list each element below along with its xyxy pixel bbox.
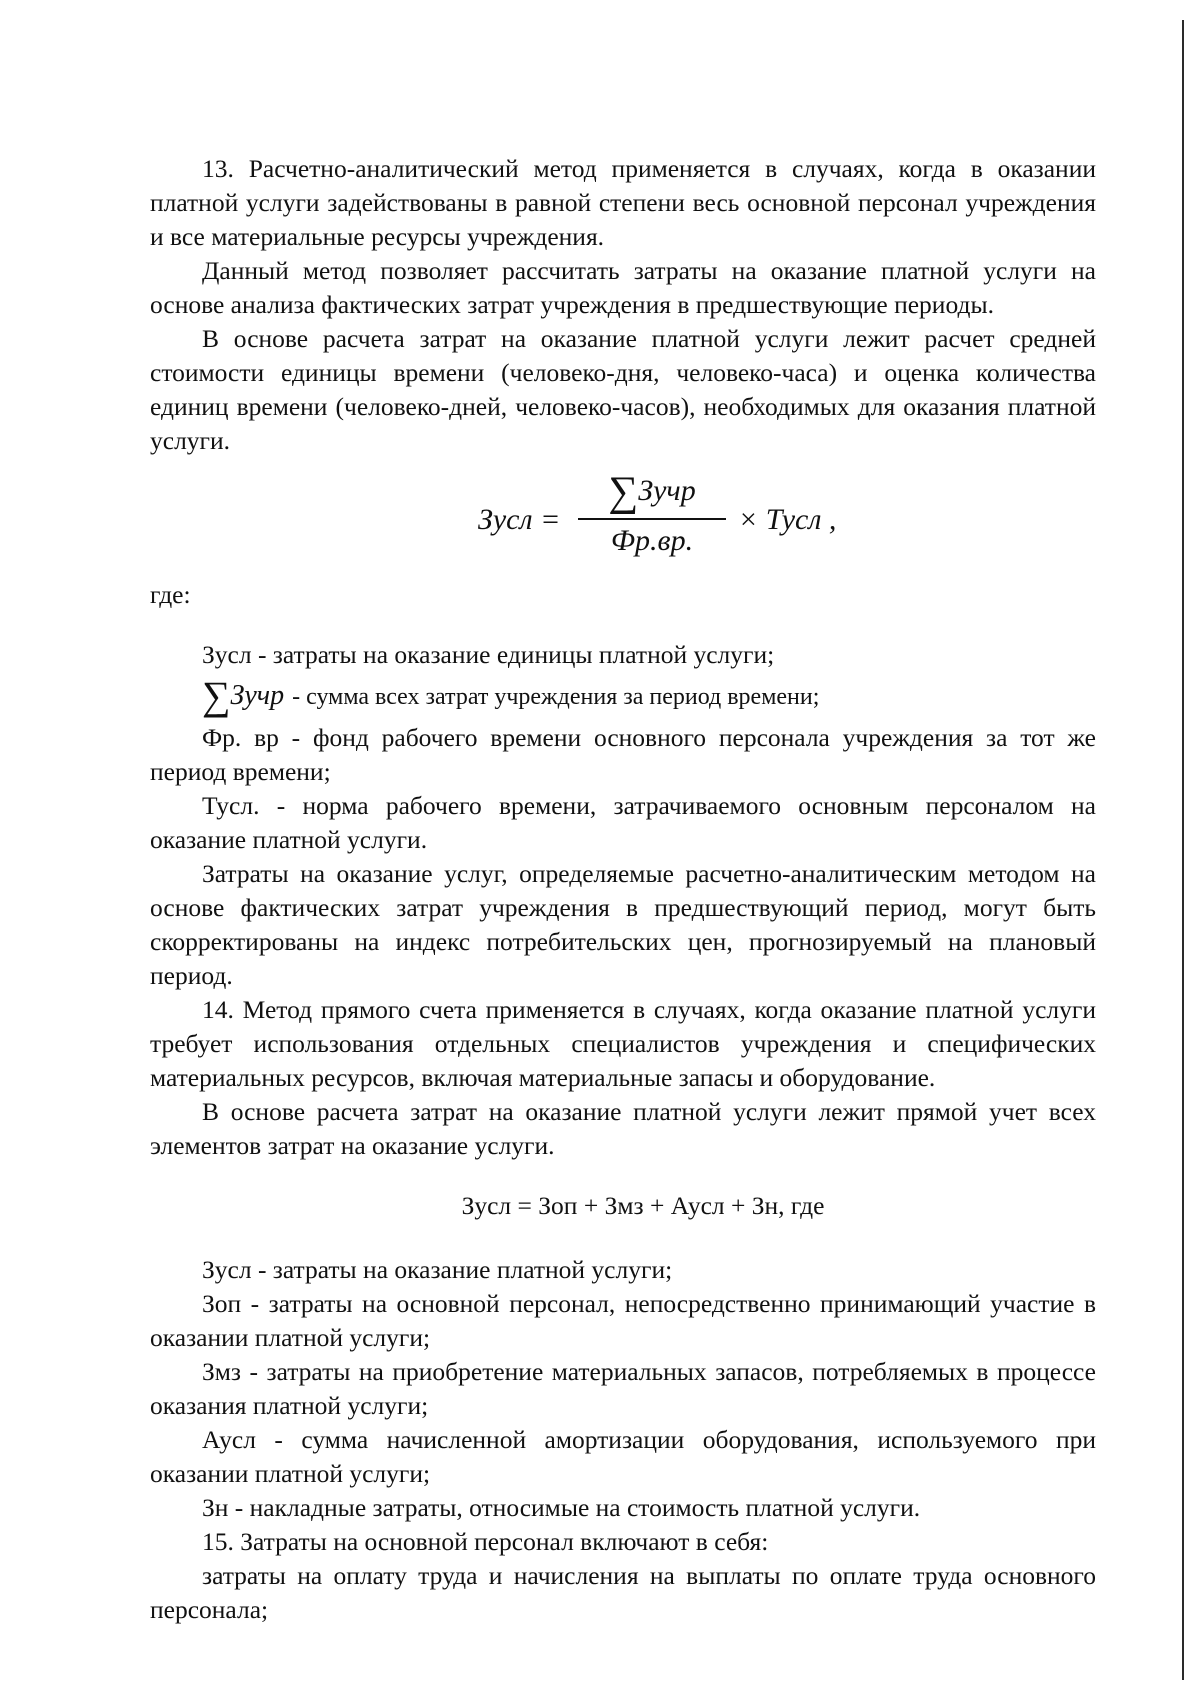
formula1-rhs: × Тусл ,	[738, 503, 837, 536]
formula1-fraction	[572, 466, 732, 562]
paragraph-cost-adjustment: Затраты на оказание услуг, определяемые расчетно-аналитическим методом на основе фактических затрат учреждения в предшествующий период, могут быть скорректированы на индекс потребительских цен, прогнозируемый на плановый период.	[150, 859, 1096, 990]
paragraph-direct-basis: В основе расчета затрат на оказание платной услуги лежит прямой учет всех элементов затрат на оказание услуги.	[150, 1097, 1096, 1160]
sum-variable: Зучр	[230, 680, 285, 711]
paragraph-14-direct-method: 14. Метод прямого счета применяется в случаях, когда оказание платной услуги требует использования отдельных специалистов учреждения и специфических материальных ресурсов, включая материальные запасы и оборудование.	[150, 995, 1096, 1092]
definition-fond: Фр. вр - фонд рабочего времени основного персонала учреждения за тот же период времени;	[150, 723, 1096, 786]
formula1-lhs: Зусл =	[478, 503, 561, 536]
definition-sum-zuchr	[150, 673, 1096, 718]
definition-ausl: Аусл - сумма начисленной амортизации оборудования, используемого при оказании платной услуги;	[150, 1425, 1096, 1488]
where-label: где:	[150, 580, 191, 609]
definition-zusl-2: Зусл - затраты на оказание платной услуги;	[202, 1255, 673, 1284]
paragraph-13-method: 13. Расчетно-аналитический метод применяется в случаях, когда в оказании платной услуги задействованы в равной степени весь основной персонал учреждения и все материальные ресурсы учреждения.	[150, 154, 1096, 251]
definition-zn: Зн - накладные затраты, относимые на стоимость платной услуги.	[202, 1493, 921, 1522]
definition-tusl: Тусл. - норма рабочего времени, затрачиваемого основным персоналом на оказание платной услуги.	[150, 791, 1096, 854]
sigma-symbol: ∑	[202, 673, 231, 718]
formula-cost-per-service	[150, 466, 1096, 578]
paragraph-method-description: Данный метод позволяет рассчитать затраты на оказание платной услуги на основе анализа фактических затрат учреждения в предшествующие периоды.	[150, 256, 1096, 319]
paragraph-labor-costs: затраты на оплату труда и начисления на выплаты по оплате труда основного персонала;	[150, 1561, 1096, 1624]
document-body	[150, 152, 1096, 1627]
sigma-symbol: ∑	[608, 469, 639, 515]
scan-edge-line	[1182, 20, 1184, 1680]
formula-direct-cost: Зусл = Зоп + Змз + Аусл + Зн, где	[461, 1191, 825, 1220]
formula1-denominator: Фр.вр.	[610, 524, 694, 557]
definition-zusl: Зусл - затраты на оказание единицы платной услуги;	[202, 640, 775, 669]
definition-zmz: Змз - затраты на приобретение материальных запасов, потребляемых в процессе оказания платной услуги;	[150, 1357, 1096, 1420]
spacer	[150, 612, 1096, 638]
paragraph-15-personnel: 15. Затраты на основной персонал включают в себя:	[202, 1527, 769, 1556]
sum-description: - сумма всех затрат учреждения за период времени;	[292, 684, 820, 710]
formula1-numerator	[572, 466, 732, 516]
formula1-numerator-var: Зучр	[638, 474, 696, 507]
paragraph-calculation-basis: В основе расчета затрат на оказание платной услуги лежит расчет средней стоимости единицы времени (человеко-дня, человеко-часа) и оценка количества единиц времени (человеко-дней, человеко-часов), необходимых для оказания платной услуги.	[150, 324, 1096, 455]
definition-zop: Зоп - затраты на основной персонал, непосредственно принимающий участие в оказании платной услуги;	[150, 1289, 1096, 1352]
